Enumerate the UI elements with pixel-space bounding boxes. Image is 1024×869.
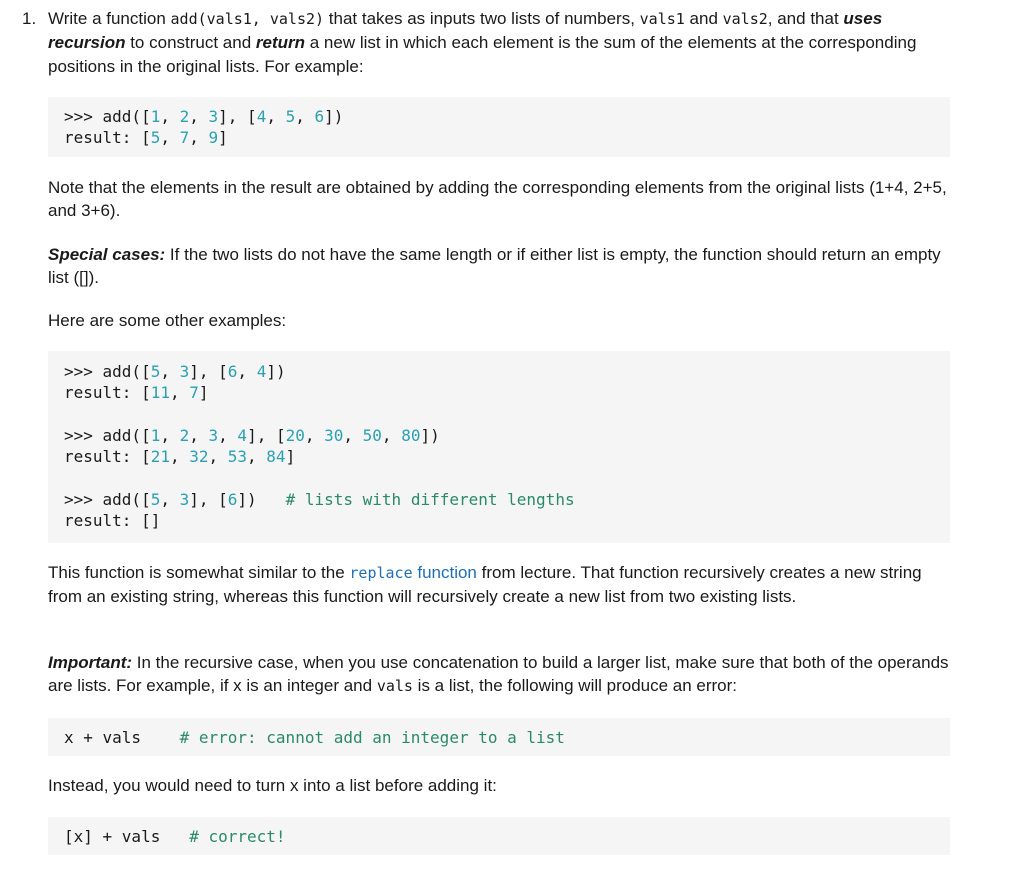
code-line: result: [21, 32, 53, 84] xyxy=(64,447,296,466)
intro-paragraph: Write a function add(vals1, vals2) that takes as inputs two lists of numbers, vals1 and vals2, and that uses recursion to construct and return a new list in which each element is the sum of the elements at the corresponding positions in the original lists. For example: xyxy=(48,9,917,76)
code-line: result: [11, 7] xyxy=(64,383,209,402)
inline-code-vals: vals xyxy=(376,677,413,696)
other-examples-heading: Here are some other examples: xyxy=(48,311,287,330)
replace-function-link[interactable]: replace function xyxy=(349,563,477,582)
code-line: result: [5, 7, 9] xyxy=(64,128,228,147)
code-line: x + vals # error: cannot add an integer to a list xyxy=(64,728,565,747)
similarity-paragraph: This function is somewhat similar to the replace function from lecture. That function recursively creates a new string from an existing string, whereas this function will recursively create a new list from two existing lists. xyxy=(48,563,922,607)
emphasis-return: return xyxy=(255,33,306,53)
code-line: >>> add([1, 2, 3, 4], [20, 30, 50, 80]) xyxy=(64,426,440,445)
special-cases-paragraph: Special cases: If the two lists do not have the same length or if either list is empty, the function should return an empty list ([]). xyxy=(48,245,941,288)
code-block-example xyxy=(48,97,950,157)
code-block-examples xyxy=(48,351,950,543)
code-comment: # lists with different lengths xyxy=(285,490,575,509)
code-line: result: [] xyxy=(64,511,161,530)
code-line: >>> add([1, 2, 3], [4, 5, 6]) xyxy=(64,107,344,126)
important-paragraph: Important: In the recursive case, when you use concatenation to build a larger list, make sure that both of the operands are lists. For example, if x is an integer and vals is a list, the following will produce an error: xyxy=(48,653,949,696)
code-block-correct xyxy=(48,817,950,855)
code-block-error xyxy=(48,718,950,756)
param-vals2: vals2 xyxy=(722,10,768,28)
function-signature: add(vals1, vals2) xyxy=(170,10,325,28)
code-comment: # correct! xyxy=(189,827,286,846)
note-paragraph: Note that the elements in the result are obtained by adding the corresponding elements from the original lists (1+4, 2+5, and 3+6). xyxy=(48,178,947,221)
emphasis-recursion: uses recursion xyxy=(48,9,883,53)
question-number: 1. xyxy=(22,9,37,28)
instead-paragraph: Instead, you would need to turn x into a list before adding it: xyxy=(48,776,497,795)
important-label: Important: xyxy=(48,653,133,672)
code-line: [x] + vals # correct! xyxy=(64,827,286,846)
code-line: >>> add([5, 3], [6, 4]) xyxy=(64,362,286,381)
special-cases-label: Special cases: xyxy=(48,245,166,264)
param-vals1: vals1 xyxy=(639,10,685,28)
code-comment: # error: cannot add an integer to a list xyxy=(179,728,565,747)
code-line: >>> add([5, 3], [6]) # lists with different lengths xyxy=(64,490,575,509)
